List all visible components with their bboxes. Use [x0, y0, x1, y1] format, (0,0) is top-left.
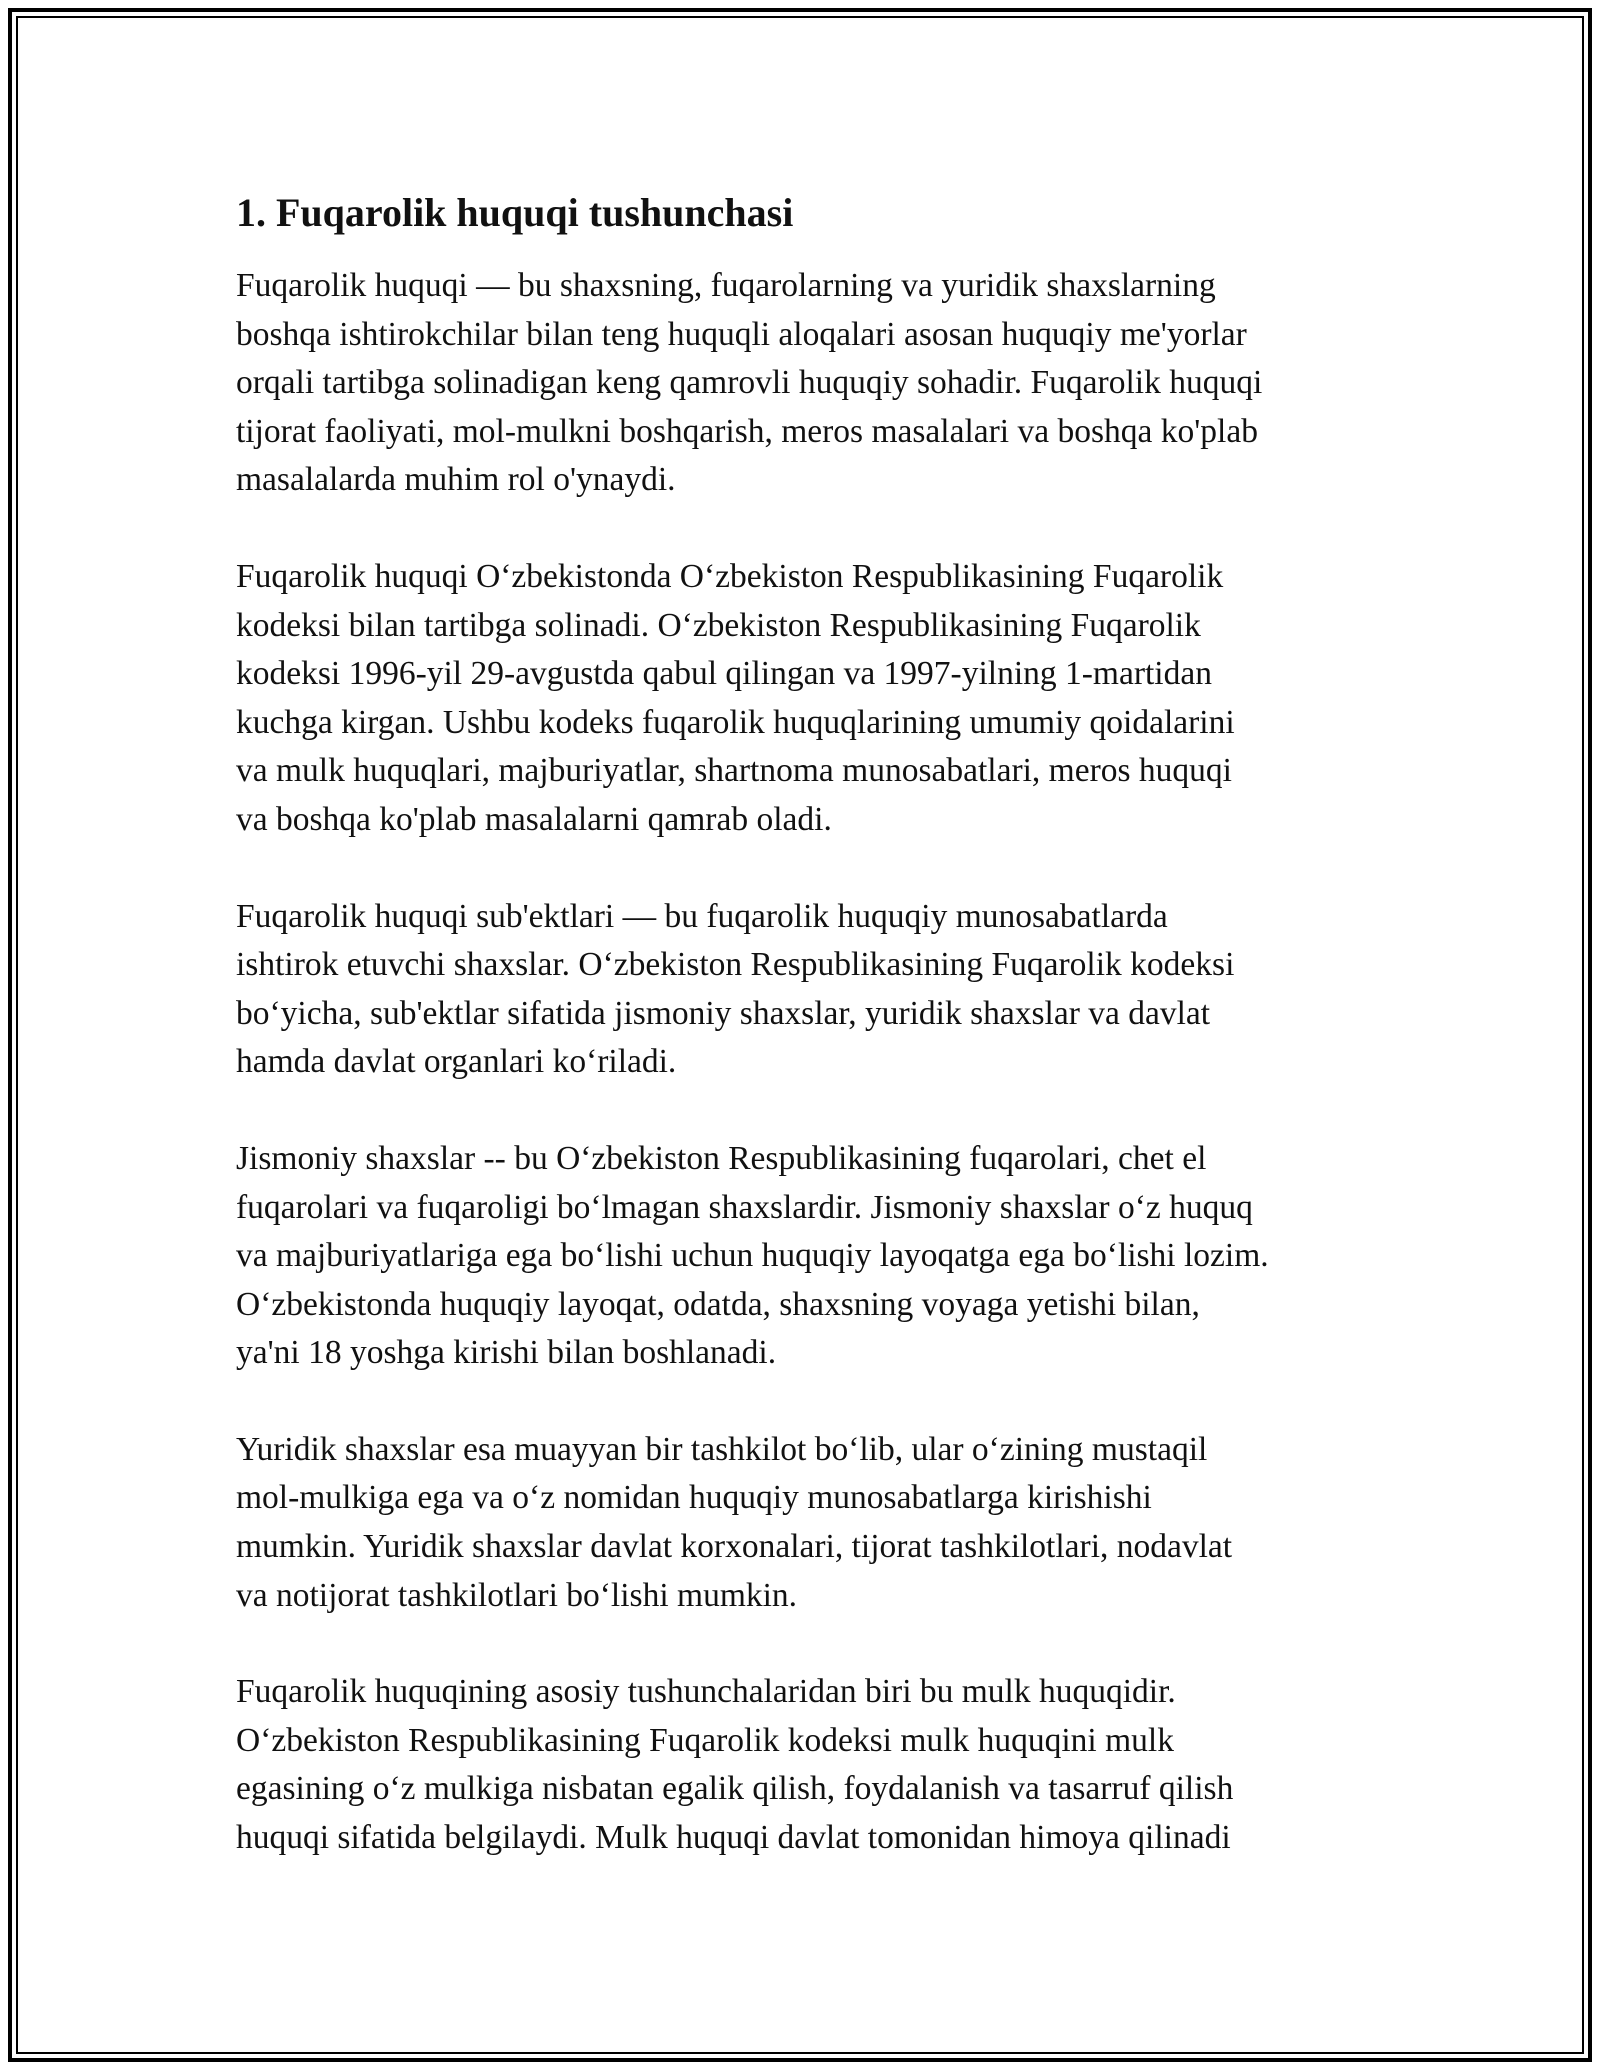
text-line: huquqi sifatida belgilaydi. Mulk huquqi davlat tomonidan himoya qilinadi [236, 1819, 1231, 1857]
paragraph-civil-code [236, 553, 1376, 845]
text-line: O‘zbekiston Respublikasining Fuqarolik kodeksi mulk huquqini mulk [236, 1721, 1174, 1759]
text-line: bo‘yicha, sub'ektlar sifatida jismoniy shaxslar, yuridik shaxslar va davlat [236, 994, 1211, 1032]
paragraph-definition [236, 262, 1376, 505]
document-body [236, 186, 1376, 1911]
text-line: orqali tartibga solinadigan keng qamrovli huquqiy sohadir. Fuqarolik huquqi [236, 364, 1263, 402]
text-line: va notijorat tashkilotlari bo‘lishi mumkin. [236, 1576, 798, 1614]
text-line: hamda davlat organlari ko‘riladi. [236, 1043, 677, 1081]
paragraph-natural-persons [236, 1135, 1376, 1378]
text-line: mumkin. Yuridik shaxslar davlat korxonalari, tijorat tashkilotlari, nodavlat [236, 1528, 1233, 1566]
text-line: boshqa ishtirokchilar bilan teng huquqli aloqalari asosan huquqiy me'yorlar [236, 315, 1247, 353]
text-line: Yuridik shaxslar esa muayyan bir tashkilot bo‘lib, ular o‘zining mustaqil [236, 1430, 1208, 1468]
text-line: Fuqarolik huquqi sub'ektlari — bu fuqarolik huquqiy munosabatlarda [236, 897, 1168, 935]
text-line: va mulk huquqlari, majburiyatlar, shartnoma munosabatlari, meros huquqi [236, 752, 1232, 790]
text-line: egasining o‘z mulkiga nisbatan egalik qilish, foydalanish va tasarruf qilish [236, 1770, 1234, 1808]
text-line: Fuqarolik huquqi O‘zbekistonda O‘zbekiston Respublikasining Fuqarolik [236, 557, 1224, 595]
paragraph-property-rights [236, 1668, 1376, 1862]
text-line: Fuqarolik huquqining asosiy tushunchalaridan biri bu mulk huquqidir. [236, 1673, 1176, 1711]
text-line: tijorat faoliyati, mol-mulkni boshqarish, meros masalalari va boshqa ko'plab [236, 412, 1258, 450]
text-line: ya'ni 18 yoshga kirishi bilan boshlanadi. [236, 1334, 777, 1372]
text-line: va boshqa ko'plab masalalarni qamrab oladi. [236, 800, 832, 838]
text-line: kodeksi 1996-yil 29-avgustda qabul qilingan va 1997-yilning 1-martidan [236, 655, 1212, 693]
text-line: Jismoniy shaxslar -- bu O‘zbekiston Respublikasining fuqarolari, chet el [236, 1139, 1207, 1177]
text-line: Fuqarolik huquqi — bu shaxsning, fuqarolarning va yuridik shaxslarning [236, 267, 1216, 304]
text-line: va majburiyatlariga ega bo‘lishi uchun huquqiy layoqatga ega bo‘lishi lozim. [236, 1237, 1269, 1275]
text-line: O‘zbekistonda huquqiy layoqat, odatda, shaxsning voyaga yetishi bilan, [236, 1285, 1200, 1323]
text-line: mol-mulkiga ega va o‘z nomidan huquqiy munosabatlarga kirishishi [236, 1479, 1152, 1517]
page-title: 1. Fuqarolik huquqi tushunchasi [236, 190, 794, 235]
text-line: kuchga kirgan. Ushbu kodeks fuqarolik huquqlarining umumiy qoidalarini [236, 703, 1235, 741]
text-line: kodeksi bilan tartibga solinadi. O‘zbekiston Respublikasining Fuqarolik [236, 606, 1201, 644]
text-line: masalalarda muhim rol o'ynaydi. [236, 461, 676, 499]
paragraph-subjects [236, 893, 1376, 1087]
text-line: ishtirok etuvchi shaxslar. O‘zbekiston Respublikasining Fuqarolik kodeksi [236, 946, 1235, 984]
text-line: fuqarolari va fuqaroligi bo‘lmagan shaxslardir. Jismoniy shaxslar o‘z huquq [236, 1188, 1253, 1226]
paragraph-legal-entities [236, 1426, 1376, 1620]
